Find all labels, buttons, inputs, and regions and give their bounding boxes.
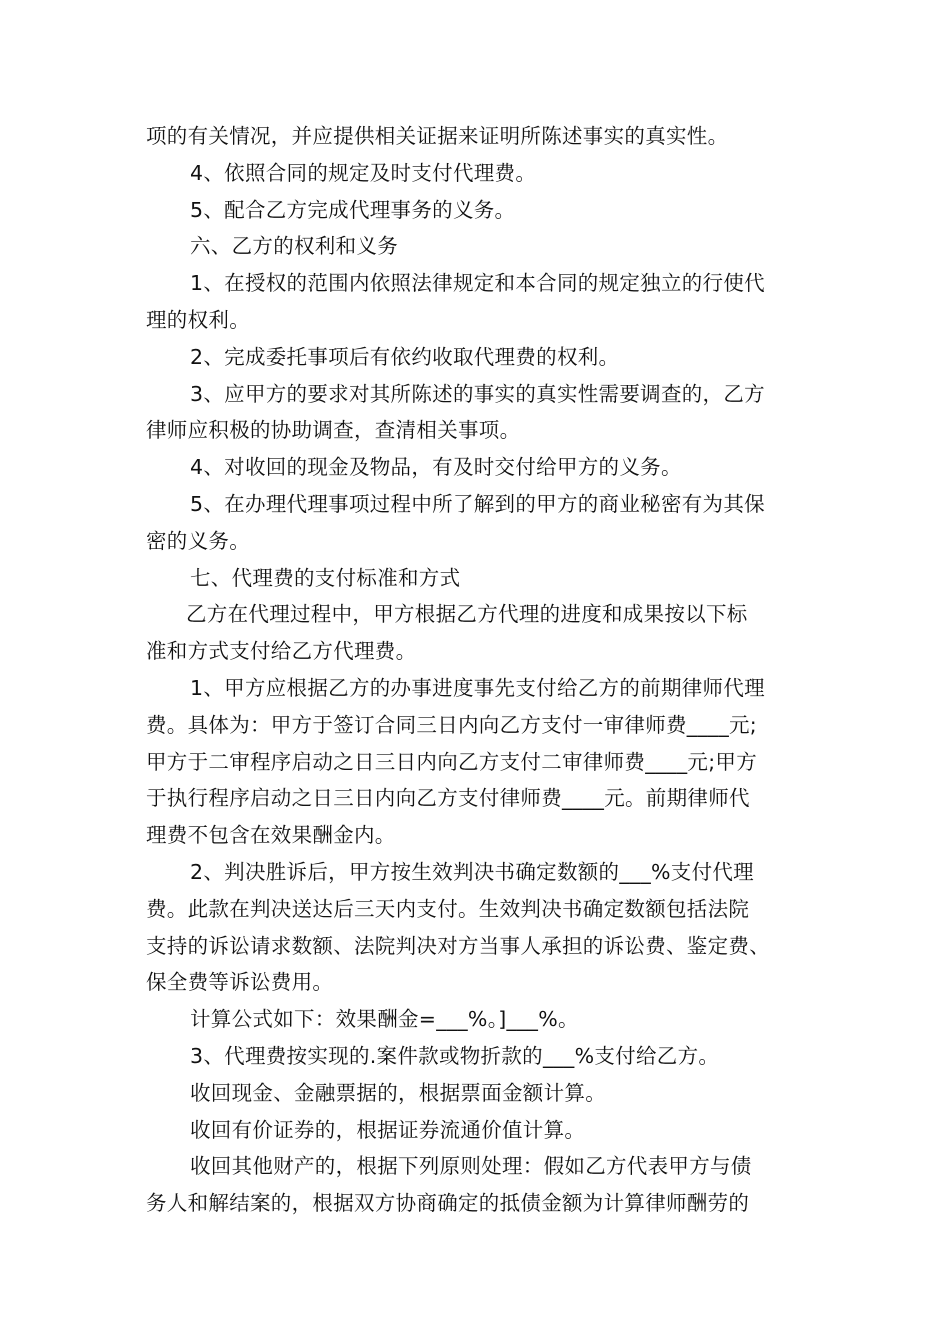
paragraph-line: 甲方于二审程序启动之日三日内向乙方支付二审律师费____元;甲方 [146, 749, 758, 774]
paragraph-line: 项的有关情况，并应提供相关证据来证明所陈述事实的真实性。 [146, 124, 729, 148]
paragraph-line: 3、代理费按实现的.案件款或物折款的___%支付给乙方。 [190, 1043, 720, 1068]
paragraph-line: 费。具体为：甲方于签订合同三日内向乙方支付一审律师费____元; [146, 712, 758, 737]
document-body [146, 118, 830, 1222]
paragraph-line: 计算公式如下：效果酬金=___%。]___%。 [190, 1007, 579, 1032]
paragraph-line: 准和方式支付给乙方代理费。 [146, 639, 417, 664]
paragraph-line: 4、依照合同的规定及时支付代理费。 [190, 160, 537, 185]
paragraph-line: 务人和解结案的，根据双方协商确定的抵债金额为计算律师酬劳的 [146, 1191, 750, 1216]
paragraph-line: 2、完成委托事项后有依约收取代理费的权利。 [190, 344, 620, 369]
paragraph-line: 保全费等诉讼费用。 [146, 970, 334, 995]
paragraph-line: 密的义务。 [146, 528, 250, 553]
paragraph-line: 于执行程序启动之日三日内向乙方支付律师费____元。前期律师代 [146, 786, 750, 811]
paragraph-line: 乙方在代理过程中，甲方根据乙方代理的进度和成果按以下标 [186, 602, 748, 627]
paragraph-line: 支持的诉讼请求数额、法院判决对方当事人承担的诉讼费、鉴定费、 [146, 933, 770, 958]
paragraph-line: 1、甲方应根据乙方的办事进度事先支付给乙方的前期律师代理 [190, 675, 765, 700]
paragraph-line: 理费不包含在效果酬金内。 [146, 823, 396, 848]
paragraph-line: 七、代理费的支付标准和方式 [190, 565, 461, 590]
paragraph-line: 收回有价证券的，根据证券流通价值计算。 [190, 1117, 586, 1142]
paragraph-line: 六、乙方的权利和义务 [190, 234, 398, 259]
paragraph-line: 5、在办理代理事项过程中所了解到的甲方的商业秘密有为其保 [190, 491, 765, 516]
paragraph-line: 收回现金、金融票据的，根据票面金额计算。 [190, 1080, 606, 1105]
paragraph-line: 理的权利。 [146, 307, 250, 332]
paragraph-line: 5、配合乙方完成代理事务的义务。 [190, 197, 516, 222]
paragraph-line: 2、判决胜诉后，甲方按生效判决书确定数额的___%支付代理 [190, 859, 754, 884]
paragraph-line: 3、应甲方的要求对其所陈述的事实的真实性需要调查的，乙方 [190, 381, 765, 406]
paragraph-line: 收回其他财产的，根据下列原则处理：假如乙方代表甲方与债 [190, 1154, 752, 1179]
paragraph-line: 律师应积极的协助调查，查清相关事项。 [146, 418, 521, 443]
paragraph-line: 1、在授权的范围内依照法律规定和本合同的规定独立的行使代 [190, 271, 765, 296]
paragraph-line: 4、对收回的现金及物品，有及时交付给甲方的义务。 [190, 455, 682, 480]
paragraph-line: 费。此款在判决送达后三天内支付。生效判决书确定数额包括法院 [146, 896, 750, 921]
